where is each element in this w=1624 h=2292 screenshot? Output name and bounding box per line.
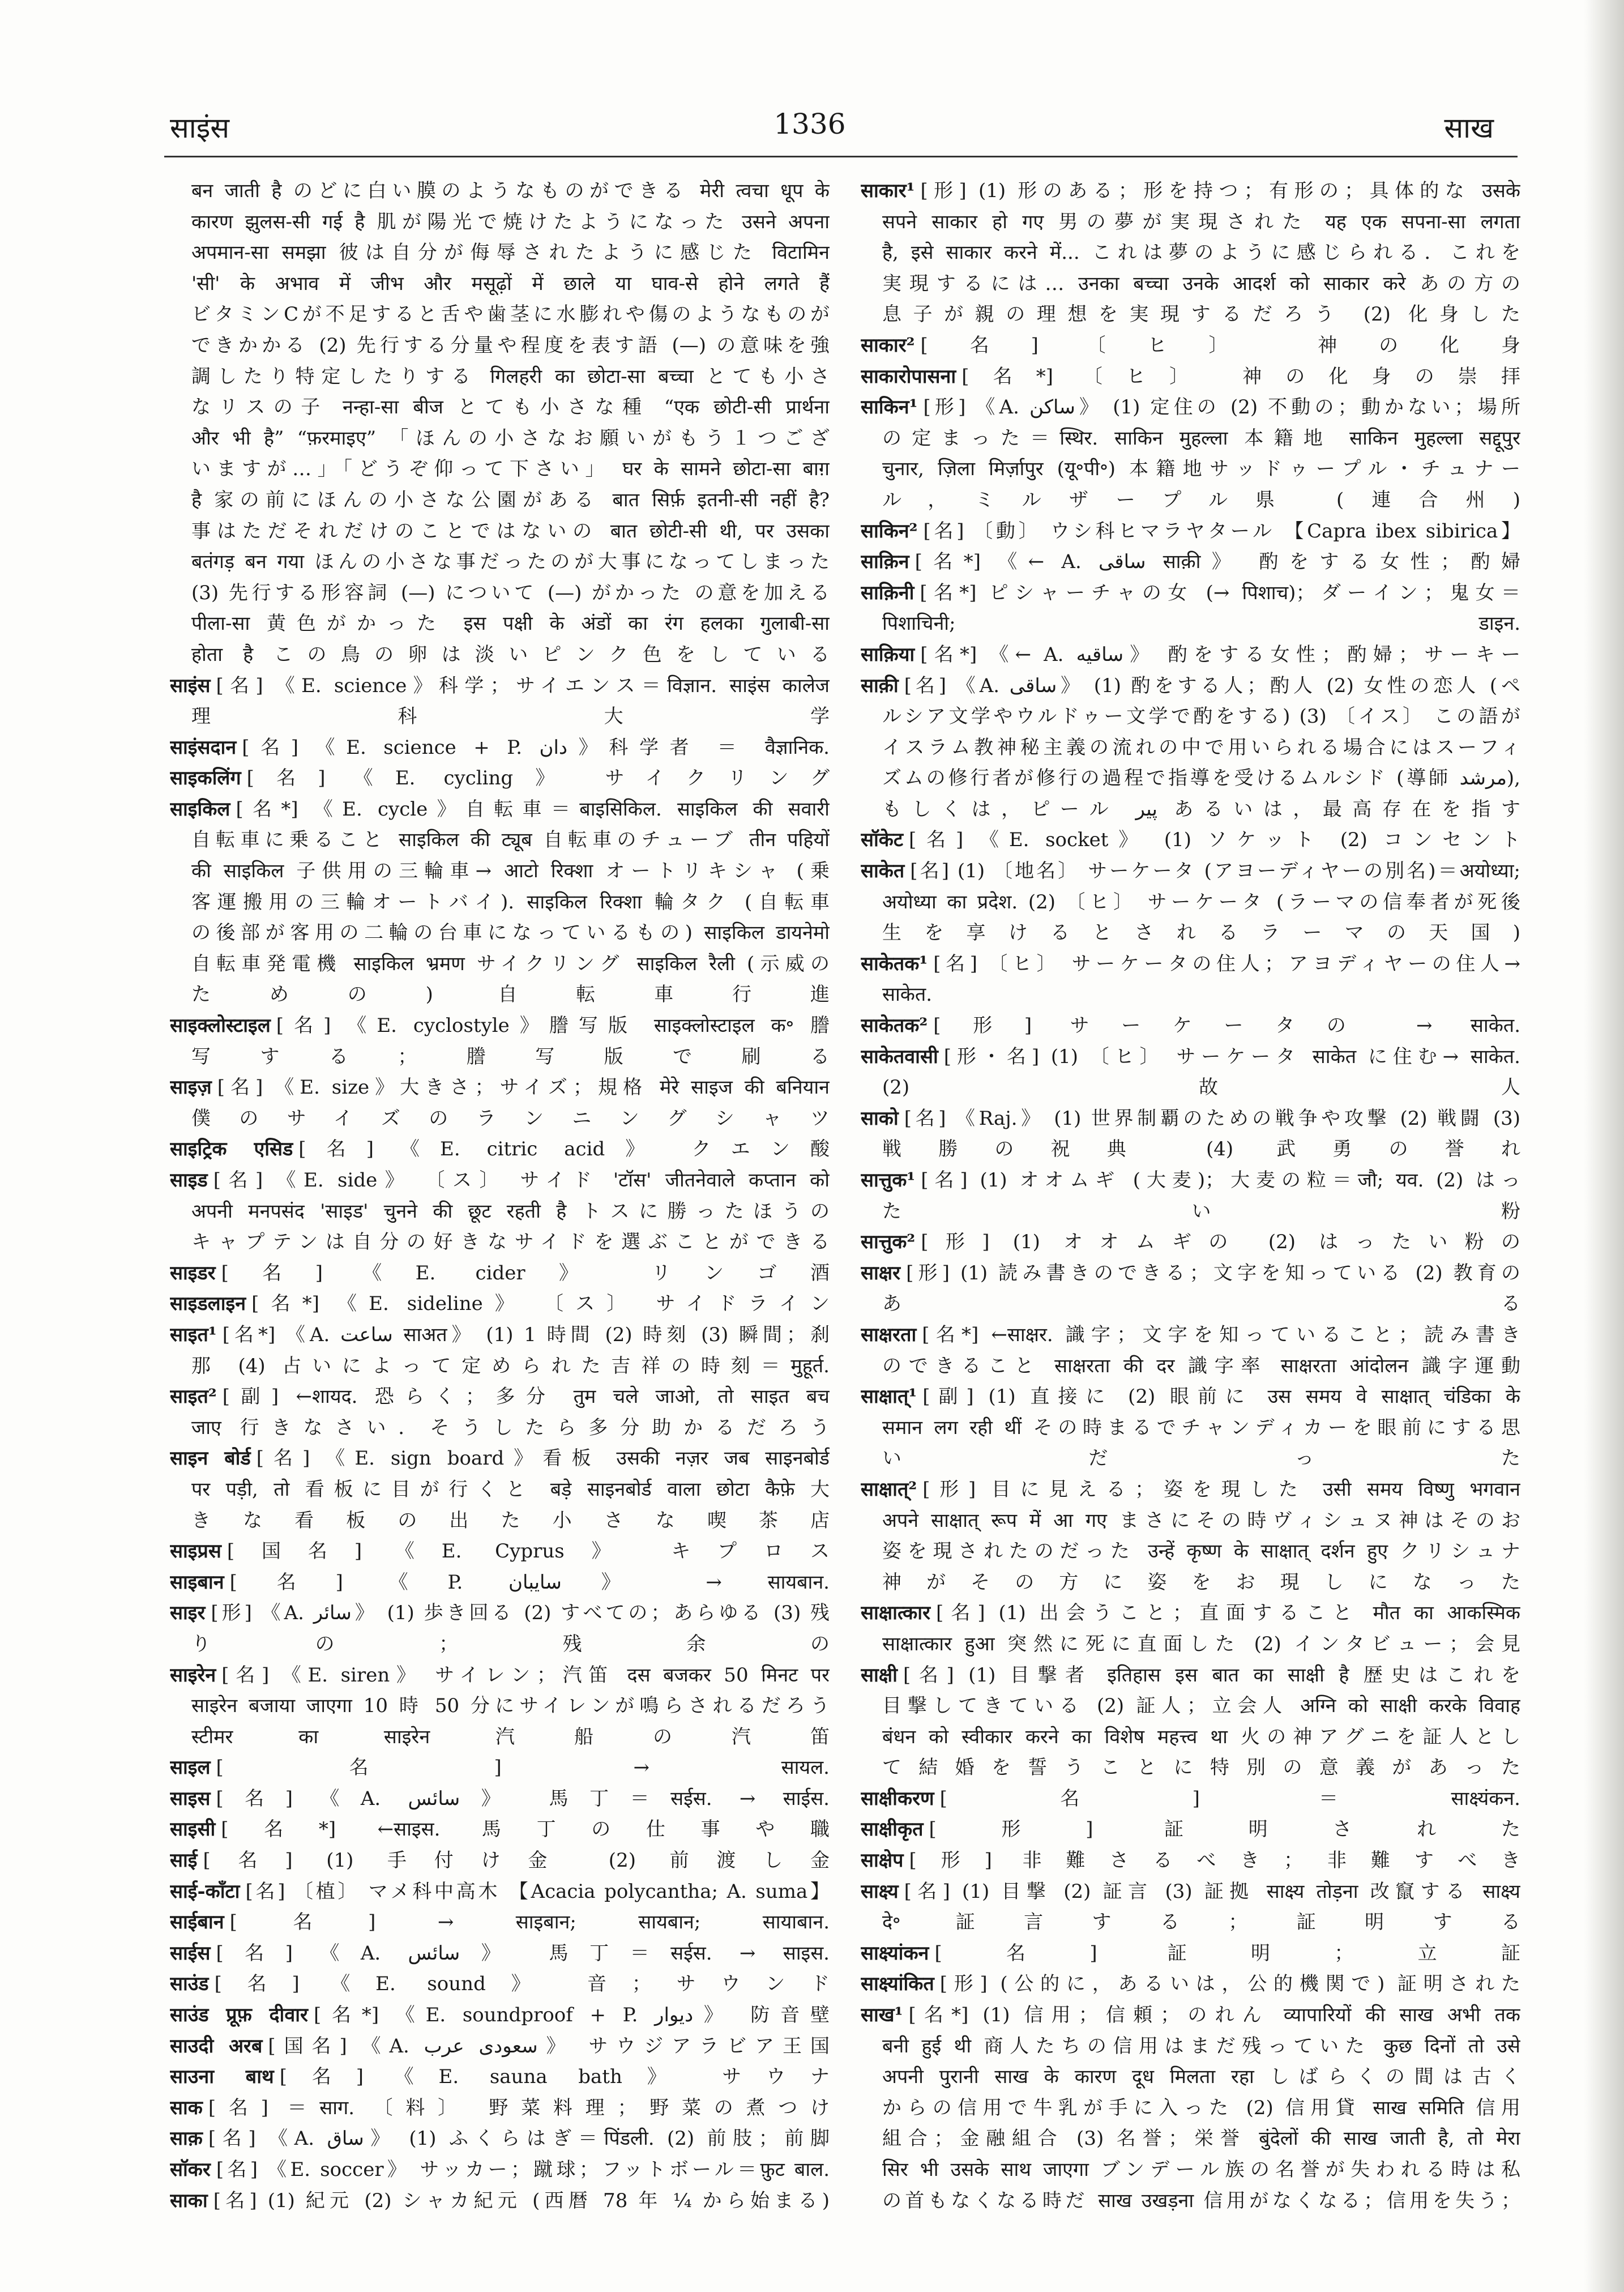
definition-text: [形] (1) 形のある；形を持つ；有形の；具体的な उसके [920,180,1520,202]
continuation-line: ル，ミルザープル県 (連合州) [882,488,1520,511]
continuation-line: いますが…」「どうぞ仰って下さい」 घर के सामने छोटा-सा बाग़ [191,458,830,481]
headword: साइक्लोस्टाइल [170,1014,271,1038]
definition-text: [名*] 《E. cycle》自転車＝बाइसिकिल. साइकिल की सवारी [236,797,830,821]
continuation-line: 自転車発電機 साइकिल भ्रमण サイクリング साइकिल रैली (示威の [191,952,830,975]
continuation-line: 理科大学 [191,705,830,728]
entry-line [170,2000,830,2031]
entry-line [170,1876,830,1907]
entry-line [170,1845,830,1876]
headword: साक़िन [861,550,909,574]
headword: साइत² [170,1385,217,1409]
entry-line [170,1752,830,1783]
scan-page-edge [1584,0,1624,2292]
headword: साक्षर [861,1261,901,1284]
headword: साक [170,2096,203,2119]
continuation-line: の後部が客用の二輪の台車になっているもの) साइकिल डायनेमो [191,921,830,945]
headword: साइडलाइन [170,1292,246,1316]
headword: साक्ष्य [861,1880,899,1903]
headword: साकेतक¹ [861,952,928,975]
continuation-line: 客運搬用の三輪オートバイ). साइकिल रिक्शा 輪タク (自転車 [191,890,830,914]
entry-line [170,2031,830,2062]
definition-text: [形] サーケータの → साकेत. [933,1014,1520,1038]
headword: साईस [170,1941,211,1965]
headword: साक्षात्¹ [861,1385,917,1409]
headword: साक्षात्² [861,1478,917,1501]
headword: सात्तुक¹ [861,1169,916,1192]
entry-line [861,825,1520,856]
definition-text: [名] 〔植〕 マメ科中高木 【Acacia polycantha; A. suma】 [245,1880,830,1903]
definition-text: [名] 《E. sign board》看板 उसकी नज़र जब साइनबोर्ड [256,1447,830,1470]
entry-line [170,2123,830,2154]
definition-text: [名*] 《← A. ساقیه》 酌をする女性；酌婦；サーキー [920,643,1520,666]
headword: साइस [170,1787,211,1810]
headword: साक्षात्कार [861,1602,930,1625]
definition-text: [形] (1) オオムギの (2) はったい粉の [921,1231,1520,1254]
headword: साउदी अरब [170,2034,263,2058]
entry-line [861,1165,1520,1196]
headword: साक्षीकृत [861,1818,924,1841]
definition-text: [名] 《E. citric acid》 クエン酸 [298,1138,830,1161]
entry-line [861,1381,1520,1412]
entry-line [861,1103,1520,1134]
headword: साइरेन [170,1663,216,1687]
continuation-line: सपने साकार हो गए 男の夢が実現された यह एक सपना-सा लगता [882,210,1520,233]
entry-line [170,671,830,702]
definition-text: [名] 《E. soccer》 サッカー；蹴球；フットボール＝फ़ुट बाल. [216,2158,830,2181]
continuation-line: (2) 故人 [882,1076,1520,1099]
continuation-line: 写する；謄写版で刷る [191,1045,830,1068]
headword: साइसी [170,1818,216,1841]
continuation-line: 調したり特定したりする गिलहरी का छोटा-सा बच्चा とても小さ [191,365,830,388]
definition-text: [名] → साइबान; सायबान; सायाबान. [229,1911,830,1934]
definition-text: [国名] 《A. سعودی عرب》 サウジアラビア王国 [268,2034,830,2058]
headword: साक़ [170,2127,203,2150]
entry-line [170,2154,830,2186]
continuation-line: अयोध्या का प्रदेश. (2) 〔ヒ〕 サーケータ (ラーマの信奉者が死後 [882,890,1520,914]
entry-line [170,1443,830,1474]
headword: साइट्रिक एसिड [170,1138,293,1161]
header-rule [164,156,1518,157]
headword: साका [170,2189,208,2212]
continuation-line: の定まった＝स्थिर. साकिन मुहल्ला 本籍地 साकिन मुहल्ला सद्दूपुर [882,426,1520,450]
continuation-line: सिर भी उसके साथ जाएगा ブンデール族の名誉が失われる時は私 [882,2158,1520,2181]
entry-line [170,1783,830,1815]
entry-line [861,1660,1520,1691]
continuation-line: 那 (4) 占いによって定められた吉祥の時刻＝मुहूर्त. [191,1354,830,1377]
continuation-line: 姿を現されたのだった उन्हें कृष्ण के साक्षात् दर्शन हुए クリシュナ [882,1540,1520,1563]
continuation-line: चुनार, ज़िला मिर्ज़ापुर (यू॰पी॰) 本籍地サッドゥープル・チュナー [882,458,1520,481]
definition-text: [名] 《Raj.》 (1) 世界制覇のための戦争や攻撃 (2) 戦闘 (3) [904,1107,1520,1130]
definition-text: [名] (1) オオムギ (大麦)；大麦の粒＝जौ; यव. (2) はっ [921,1169,1520,1192]
definition-text: [名] 《E. cider》 リンゴ酒 [221,1261,830,1284]
definition-text: [名] 《A. ساق》 (1) ふくらはぎ＝पिंडली. (2) 前肢；前脚 [208,2127,830,2150]
entry-line [861,949,1520,980]
headword: साक्षेप [861,1849,904,1872]
headword: साकारोपासना [861,365,956,388]
definition-text: [名] 〔ヒ〕 神の化身 [920,334,1520,357]
headword: साइल [170,1756,211,1779]
headword: साइंस [170,674,211,697]
headword: साइकलिंग [170,767,241,790]
headword: साई-काँटा [170,1880,240,1903]
entry-line [861,1320,1520,1351]
continuation-line: दे॰ 証言する；証明する [882,1911,1520,1934]
definition-text: [名] 証明；立証 [934,1941,1520,1965]
continuation-line: बन जाती है のどに白い膜のようなものができる मेरी त्वचा धूप के [191,180,830,202]
headword: साक़िनी [861,581,914,604]
entry-line [170,1010,830,1042]
headword: साइबान [170,1570,224,1594]
headword: साइत¹ [170,1323,217,1346]
headword: सात्तुक² [861,1231,916,1254]
headword: सॉकेट [861,829,904,852]
entry-line [170,2093,830,2124]
definition-text: [副] ←शायद. 恐らく；多分 तुम चले जाओ, तो साइत बच [222,1385,830,1409]
continuation-line: अपनी पुरानी साख के कारण दूध मिलता रहा しばらくの間は古く [882,2065,1520,2089]
definition-text: [名] 《P. سايبان》 → सायबान. [229,1570,830,1594]
entry-line [861,856,1520,887]
continuation-line: ビタミンCが不足すると舌や歯茎に水膨れや傷のようなものが [191,303,830,326]
continuation-line: है 家の前にほんの小さな公園がある बात सिर्फ़ इतनी-सी नहीं है? [191,488,830,511]
headword: साईबान [170,1911,224,1934]
entry-line [170,794,830,825]
definition-text: [形] 《A. ساكن》 (1) 定住の (2) 不動の；動かない；場所 [923,396,1520,419]
continuation-line: 僕のサイズのランニングシャツ [191,1107,830,1130]
entry-line [861,547,1520,578]
continuation-line: होता है この鳥の卵は淡いピンク色をしている [191,643,830,666]
definition-text: [名] 《E. cyclostyle》謄写版 साइक्लोस्टाइल क॰ 謄 [276,1014,830,1038]
continuation-line: पीला-सा 黄色がかった इस पक्षी के अंडों का रंग हलका गुलाबी-सा [191,612,830,635]
headword: साक्षरता [861,1323,917,1346]
definition-text: [形] (1) 読み書きのできる；文字を知っている (2) 教育の [906,1261,1520,1284]
entry-line [861,516,1520,547]
entry-line [170,1536,830,1567]
continuation-line: समान लग रही थीं その時まるでチャンディカーを眼前にする思 [882,1416,1520,1439]
left-column [170,176,830,2216]
definition-text: [名] 〔動〕 ウシ科ヒマラヤタール 【Capra ibex sibirica】 [923,519,1520,543]
entry-line [170,1320,830,1351]
headword: साक्ष्यांकित [861,1973,934,1996]
continuation-line: 息子が親の理想を実現するだろう (2) 化身した [882,303,1520,326]
headword: साउना बाथ [170,2065,274,2089]
continuation-line: साकेत. [882,983,933,1006]
entry-line [170,2186,830,2217]
definition-text: [名] 《A. سائس》 馬丁＝सईस. → साइस. [216,1941,830,1965]
entry-line [170,1567,830,1598]
continuation-line: なリスの子 नन्हा-सा बीज とても小さな種 “एक छोटी-सी प्रार्थना [191,396,830,419]
headword: साइन बोर्ड [170,1447,251,1470]
definition-text: [名*] 《E. soundproof + P. ديوار》 防音壁 [313,2004,830,2027]
page-number: 1336 [773,108,846,140]
definition-text: [名] 〔ヒ〕 サーケータの住人；アヨディヤーの住人→ [933,952,1520,975]
headword: साकेतक² [861,1014,928,1038]
headword: साकिन² [861,519,918,543]
continuation-line: できかかる (2) 先行する分量や程度を表す語 (—) の意味を強 [191,334,830,357]
headword: साक्षी [861,1663,898,1687]
continuation-line: ズムの修行者が修行の過程で指導を受けるムルシド (導師 مرشد), [882,767,1520,790]
entry-line [170,1258,830,1289]
headword: साकेत [861,860,905,883]
continuation-line: बतंगड़ बन गया ほんの小さな事だったのが大事になってしまった [191,550,830,574]
entry-line [170,2061,830,2093]
continuation-line: 目撃してきている (2) 証人；立会人 अग्नि को साक्षी करके विवाह [882,1695,1520,1718]
headword: साइर [170,1602,206,1625]
continuation-line: のできること साक्षरता की दर 識字率 साक्षरता आंदोलन 識字運動 [882,1354,1520,1377]
continuation-line: ための) 自転車行進 [191,983,830,1006]
definition-text: [形・名] (1) 〔ヒ〕 サーケータ साकेत に住む→ साकेत. [943,1045,1520,1068]
entry-line [170,1072,830,1103]
definition-text: [名] ＝साग. 〔料〕 野菜料理；野菜の煮つけ [208,2096,830,2119]
entry-line [861,1258,1520,1289]
entry-line [861,1783,1520,1815]
headword: साक्षीकरण [861,1787,934,1810]
definition-text: [名] 《A. سائس》 馬丁＝सईस. → साईस. [216,1787,830,1810]
headword: साकार¹ [861,180,915,202]
entry-line [861,361,1520,392]
definition-text: [名*] 〔ヒ〕 神の化身の崇拝 [961,365,1520,388]
definition-text: [名] (1) 目撃 (2) 証言 (3) 証拠 साक्ष्य तोड़ना 改竄する साक्ष्य [904,1880,1520,1903]
continuation-line: りの；残余の [191,1632,830,1655]
definition-text: [国名] 《E. Cyprus》 キプロス [226,1540,830,1563]
right-guide-word: साख [1444,112,1494,144]
definition-text: [副] (1) 直接に (2) 眼前に उस समय वे साक्षात् चंडिका के [922,1385,1520,1409]
continuation-line: बनी हुई थी 商人たちの信用はまだ残っていた कुछ दिनों तो उसे [882,2034,1520,2058]
continuation-line: पर पड़ी, तो 看板に目が行くと बड़े साइनबोर्ड वाला छोटा कैफ़े 大 [191,1478,830,1501]
headword: साको [861,1107,899,1130]
continuation-line: अपने साक्षात् रूप में आ गए まさにその時ヴィシュヌ神はそのお [882,1509,1520,1532]
definition-text: [名] 《E. sauna bath》 サウナ [279,2065,830,2089]
headword: साइड [170,1169,208,1192]
headword: साक़ी [861,674,899,697]
entry-line [861,1598,1520,1629]
continuation-line: いだった [882,1447,1520,1470]
definition-text: [名] (1) 手付け金 (2) 前渡し金 [203,1849,830,1872]
continuation-line: 実現するには… उनका बच्चा उनके आदर्श को साकार करे あの方の [882,272,1520,295]
continuation-line: स्टीमर का साइरेन 汽船の汽笛 [191,1725,830,1748]
headword: साइंसदान [170,736,237,759]
definition-text: [名*] ピシャーチャの女 (→ पिशाच)；ダーイン；鬼女＝ [920,581,1520,604]
definition-text: [名] 《E. siren》 サイレン；汽笛 दस बजकर 50 मिनट पर [221,1663,830,1687]
headword: सॉकर [170,2158,211,2181]
entry-line [861,1227,1520,1258]
continuation-line: है, इसे साकार करने में... これは夢のように感じられる．これを [882,241,1520,264]
headword: साउंड प्रूफ़ दीवार [170,2004,308,2027]
headword: साकिन¹ [861,396,918,419]
entry-line [861,1938,1520,1969]
entry-line [861,330,1520,361]
entry-line [861,392,1520,423]
continuation-line: और भी है” “फ़रमाइए” 「ほんの小さなお願いがもう１つござ [191,426,830,450]
entry-line [861,578,1520,609]
entry-line [170,1969,830,2000]
continuation-line: 'सी' के अभाव में जीभ और मसूढ़ों में छाले या घाव-से होने लगते हैं [191,272,830,295]
entry-line [861,1814,1520,1845]
continuation-line: अपमान-सा समझा 彼は自分が侮辱されたように感じた विटामिन [191,241,830,264]
headword: साक़िया [861,643,915,666]
headword: साइप्रस [170,1540,221,1563]
continuation-line: たい粉 [882,1200,1520,1223]
entry-line [170,1814,830,1845]
definition-text: [名] 《A. ساقی》 (1) 酌をする人；酌人 (2) 女性の恋人 (ペ [904,674,1520,697]
entry-line [861,1042,1520,1073]
continuation-line: ある [882,1292,1520,1316]
definition-text: [名] 《E. sound》 音；サウンド [214,1973,830,1996]
headword: साख¹ [861,2004,903,2027]
definition-text: [名] 《E. side》 〔ス〕 サイド 'टॉस' जीतनेवाले कप्तान को [213,1169,830,1192]
definition-text: [名] (1) 紀元 (2) シャカ紀元 (西暦 78 年 ¼ から始まる) [213,2189,830,2212]
headword: साक्ष्यांकन [861,1941,929,1965]
entry-line [170,1938,830,1969]
continuation-line: 神がその方に姿をお現しになった [882,1570,1520,1594]
definition-text: [名*] ←साइस. 馬丁の仕事や職 [221,1818,830,1841]
continuation-line: もしくは，ピール پیر あるいは，最高存在を指す [882,797,1520,821]
entry-line [861,639,1520,671]
definition-text: [名] ＝साक्ष्यंकन. [939,1787,1520,1810]
continuation-line: て結婚を誓うことに特別の意義があった [882,1756,1520,1779]
left-guide-word: साइंस [170,112,230,144]
entry-line [861,671,1520,702]
headword: साकार² [861,334,915,357]
continuation-line: 自転車に乗ること साइकिल की ट्यूब 自転車のチューブ तीन पहियों [191,829,830,852]
continuation-line: कारण झुलस-सी गई है 肌が陽光で焼けたようになった उसने अपना [191,210,830,233]
entry-line [861,176,1520,207]
entry-line [861,2000,1520,2031]
definition-text: [形] (公的に，あるいは，公的機関で) 証明された [939,1973,1520,1996]
continuation-line: साक्षात्कार हुआ 突然に死に直面した (2) インタビュー；会見 [882,1632,1520,1655]
definition-text: [名] (1) 出会うこと；直面すること मौत का आकस्मिक [935,1602,1520,1625]
entry-line [170,1598,830,1629]
entry-line [170,1381,830,1412]
continuation-line: अपनी मनपसंद 'साइड' चुनने की छूट रहती है トスに勝ったほうの [191,1200,830,1223]
entry-line [170,1660,830,1691]
continuation-line: साइरेन बजाया जाएगा 10 時 50 分にサイレンが鳴らされるだろう [191,1695,830,1718]
entry-line [170,1165,830,1196]
entry-line [170,1288,830,1320]
definition-text: [名] 《E. socket》 (1) ソケット (2) コンセント [909,829,1520,852]
headword: साइडर [170,1261,216,1284]
entry-line [861,1845,1520,1876]
entry-line [170,1134,830,1165]
entry-line [861,1969,1520,2000]
definition-text: [名] 《E. science》科学；サイエンス＝विज्ञान. साइंस कालेज [216,674,830,697]
definition-text: [名] (1) 目撃者 इतिहास इस बात का साक्षी है 歴史はこれを [903,1663,1520,1687]
entry-line [170,732,830,763]
continuation-line: जाए 行きなさい．そうしたら多分助かるだろう [191,1416,830,1439]
definition-text: [名] 《E. science + P. دان》科学者 ＝ वैज्ञानिक. [242,736,830,759]
entry-line [170,763,830,794]
definition-text: [名] 《E. size》大きさ；サイズ；規格 मेरे साइज की बनियान [217,1076,830,1099]
definition-text: [名*] ←साक्षर. 識字；文字を知っていること；読み書き [922,1323,1520,1346]
headword: साइज़ [170,1076,212,1099]
definition-text: [形] 《A. سائر》 (1) 歩き回る (2) すべての；あらゆる (3) 残 [211,1602,830,1625]
definition-text: [形] 証明された [929,1818,1520,1841]
definition-text: [形] 非難さるべき；非難すべき [909,1849,1520,1872]
definition-text: [形] 目に見える；姿を現した उसी समय विष्णु भगवान [922,1478,1520,1501]
continuation-line: (3) 先行する形容詞 (—) について (—) がかった の意を加える [191,581,830,604]
continuation-line: きな看板の出た小さな喫茶店 [191,1509,830,1532]
continuation-line: बंधन को स्वीकार करने का विशेष महत्त्व था 火の神アグニを証人とし [882,1725,1520,1748]
definition-text: [名] (1) 〔地名〕 サーケータ (アヨーディヤーの別名)＝अयोध्या; [910,860,1520,883]
continuation-line: 生を享けるとされるラーマの天国) [882,921,1520,945]
definition-text: [名*] 《A. ساعت साअत》 (1) 1 時間 (2) 時刻 (3) 瞬間；刹 [222,1323,830,1346]
headword: साई [170,1849,198,1872]
continuation-line: पिशाचिनी; डाइन. [882,612,1520,635]
continuation-line: 事はただそれだけのことではないの बात छोटी-सी थी, पर उसका [191,519,830,543]
definition-text: [名*] 《E. sideline》 〔ス〕 サイドライン [251,1292,830,1316]
entry-line [861,1010,1520,1042]
continuation-line: キャプテンは自分の好きなサイドを選ぶことができる [191,1231,830,1254]
definition-text: [名] → सायल. [216,1756,830,1779]
continuation-line: 組合；金融組合 (3) 名誉；栄誉 बुंदेलों की साख जाती है, तो मेरा [882,2127,1520,2150]
continuation-line: 戦勝の祝典 (4) 武勇の誉れ [882,1138,1520,1161]
continuation-line: ルシア文学やウルドゥー文学で酌をする) (3) 〔イス〕 この語が [882,705,1520,728]
definition-text: [名*] 《← A. ساقی साक़ी》 酌をする女性；酌婦 [914,550,1520,574]
headword: साउंड [170,1973,209,1996]
headword: साइकिल [170,797,230,821]
right-column [861,176,1520,2216]
entry-line [861,1474,1520,1505]
continuation-line: の首もなくなる時だ साख उखड़ना 信用がなくなる；信用を失う； [882,2189,1520,2212]
entry-line [170,1907,830,1938]
continuation-line: イスラム教神秘主義の流れの中で用いられる場合にはスーフィ [882,736,1520,759]
entry-line [861,1876,1520,1907]
continuation-line: からの信用で牛乳が手に入った (2) 信用貸 साख समिति 信用 [882,2096,1520,2119]
definition-text: [名*] (1) 信用；信頼；のれん व्यापारियों की साख अभी तक [908,2004,1520,2027]
headword: साकेतवासी [861,1045,938,1068]
definition-text: [名] 《E. cycling》 サイクリング [246,767,830,790]
continuation-line: की साइकिल 子供用の三輪車→ आटो रिक्शा オートリキシャ (乗 [191,860,830,883]
